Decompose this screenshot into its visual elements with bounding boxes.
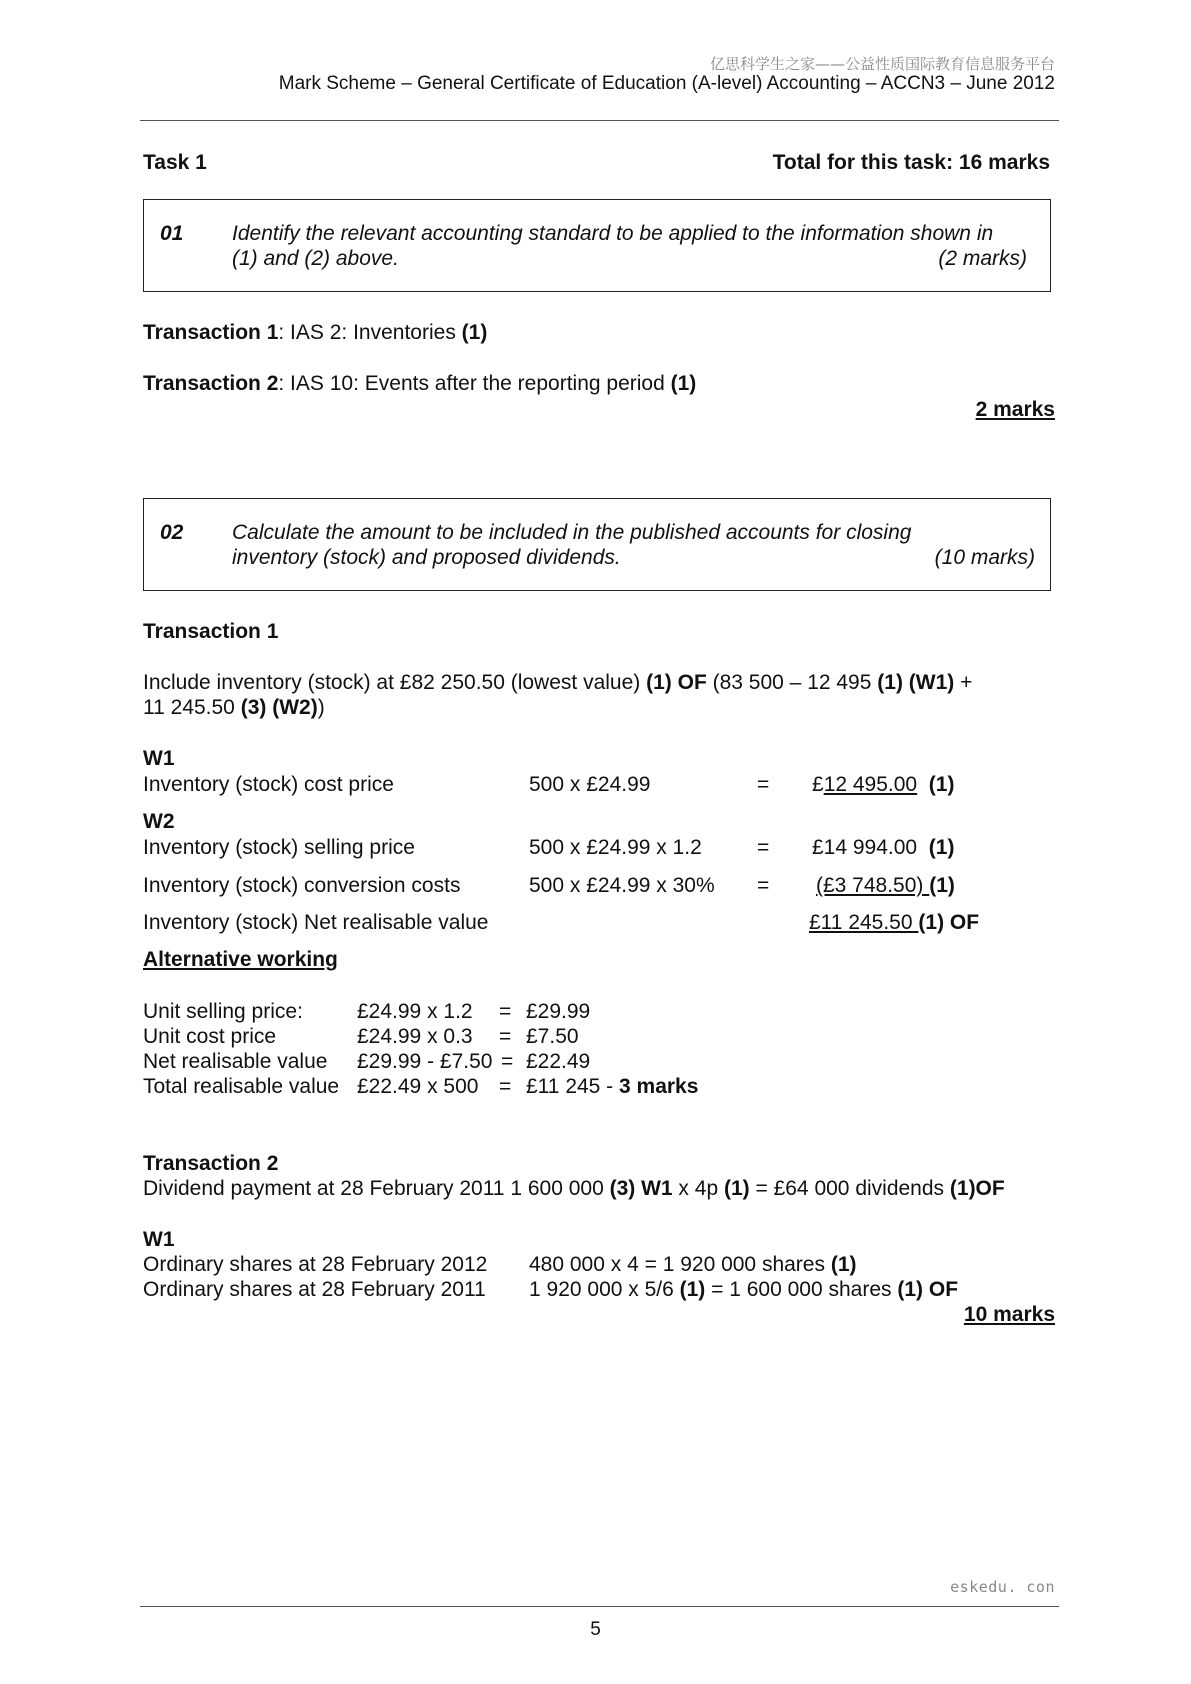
q02-total-marks: 10 marks [963, 1303, 1055, 1326]
value-mark: (1) [929, 874, 955, 897]
w2-row-1-equals: = [757, 836, 770, 859]
alt-row-3-equals: = [501, 1050, 514, 1073]
task-total: Total for this task: 16 marks [772, 151, 1050, 174]
w2-row-1-value [812, 835, 954, 861]
q01-answer-transaction-1 [143, 320, 487, 346]
question-02-line-1: Calculate the amount to be included in the published accounts for closing [232, 521, 912, 544]
question-02-marks: (10 marks) [934, 546, 1035, 569]
t2-w1-row-2-calc [529, 1277, 958, 1303]
value-amount: (£3 748.50) [816, 874, 930, 897]
alternative-working-heading: Alternative working [143, 948, 338, 971]
value-amount: £14 994.00 [812, 836, 918, 859]
line-text: x 4p [672, 1177, 724, 1200]
question-01-marks: (2 marks) [938, 247, 1027, 270]
calc-mark: (1) [679, 1278, 706, 1301]
w2-row-1-desc: Inventory (stock) selling price [143, 836, 415, 859]
calc-mark: (1) [830, 1253, 857, 1276]
task-label: Task 1 [143, 151, 207, 174]
value-mark: (1) [928, 836, 955, 859]
calc-text: 1 920 000 x 5/6 [529, 1278, 680, 1301]
alt-row-2-value: £7.50 [526, 1025, 579, 1048]
value-amount: £11 245 - [526, 1075, 620, 1098]
value-mark: (1) OF [918, 911, 980, 934]
q01-answer-transaction-2 [143, 371, 696, 397]
header-title: Mark Scheme – General Certificate of Education (A-level) Accounting – ACCN3 – June 2012 [278, 73, 1055, 94]
w2-row-1-calc: 500 x £24.99 x 1.2 [529, 836, 702, 859]
w2-row-2-equals: = [757, 874, 770, 897]
t2-w1-row-1-calc [529, 1252, 857, 1278]
alt-row-3-value: £22.49 [526, 1050, 591, 1073]
para-mark: (1) (W1) [877, 671, 955, 694]
value-mark: (1) [928, 773, 955, 796]
line-text: Dividend payment at 28 February 2011 1 600 000 [143, 1177, 610, 1200]
alt-row-2-calc: £24.99 x 0.3 [357, 1025, 473, 1048]
alt-row-4-equals: = [499, 1075, 512, 1098]
alt-row-2-label: Unit cost price [143, 1025, 277, 1048]
alt-row-4-calc: £22.49 x 500 [357, 1075, 479, 1098]
calc-text: 480 000 x 4 = 1 920 000 shares [529, 1253, 831, 1276]
footer-site: eskedu. con [950, 1578, 1055, 1596]
page-number: 5 [590, 1619, 601, 1640]
t2-w1-row-2-desc: Ordinary shares at 28 February 2011 [143, 1278, 486, 1301]
question-01-box [143, 199, 1051, 292]
w2-row-2-desc: Inventory (stock) conversion costs [143, 874, 461, 897]
alt-row-3-label: Net realisable value [143, 1050, 328, 1073]
transaction-1-mark: (1) [461, 321, 488, 344]
question-02-number: 02 [160, 521, 184, 544]
transaction-2-label: Transaction 2 [143, 372, 279, 395]
line-mark: (1) [723, 1177, 750, 1200]
w2-row-2-calc: 500 x £24.99 x 30% [529, 874, 715, 897]
w1-row-equals: = [757, 773, 770, 796]
calc-mark: (1) OF [897, 1278, 959, 1301]
footer-divider [140, 1606, 1059, 1607]
para-text: Include inventory (stock) at £82 250.50 (lowest value) [143, 671, 647, 694]
w2-label: W2 [143, 810, 175, 833]
value-mark: 3 marks [619, 1075, 699, 1098]
q02-transaction-2-line [143, 1176, 1005, 1202]
w2-row-3-desc: Inventory (stock) Net realisable value [143, 911, 489, 934]
line-mark: (1)OF [949, 1177, 1005, 1200]
w1-row-value [812, 772, 954, 798]
question-02-box [143, 498, 1051, 591]
transaction-1-text: : IAS 2: Inventories [278, 321, 462, 344]
value-amount: 12 495.00 [823, 773, 918, 796]
alt-row-1-value: £29.99 [526, 1000, 591, 1023]
transaction-1-label: Transaction 1 [143, 321, 279, 344]
value-amount: £11 245.50 [809, 911, 919, 934]
alt-row-3-calc: £29.99 - £7.50 [357, 1050, 493, 1073]
q02-transaction-1-heading: Transaction 1 [143, 620, 279, 643]
currency-symbol: £ [812, 773, 824, 796]
para-text: (83 500 – 12 495 [706, 671, 878, 694]
line-text: = £64 000 dividends [749, 1177, 950, 1200]
para-mark: (3) (W2) [240, 696, 318, 719]
para-text: 11 245.50 [143, 696, 241, 719]
header-divider [140, 120, 1059, 121]
q02-transaction-2-heading: Transaction 2 [143, 1152, 279, 1175]
question-01-number: 01 [160, 222, 184, 245]
header-site-name: 亿思科学生之家——公益性质国际教育信息服务平台 [709, 55, 1055, 73]
para-mark: (1) OF [646, 671, 707, 694]
question-02-line-2: inventory (stock) and proposed dividends. [232, 546, 621, 569]
alt-row-1-calc: £24.99 x 1.2 [357, 1000, 473, 1023]
question-01-line-1: Identify the relevant accounting standard to be applied to the information shown in [232, 222, 994, 245]
transaction-2-text: : IAS 10: Events after the reporting period [278, 372, 671, 395]
q02-transaction-1-para-line-1 [143, 670, 972, 696]
transaction-2-mark: (1) [670, 372, 697, 395]
w1-label: W1 [143, 747, 175, 770]
para-text: + [954, 671, 973, 694]
t2-w1-row-1-desc: Ordinary shares at 28 February 2012 [143, 1253, 488, 1276]
t2-w1-label: W1 [143, 1228, 175, 1251]
w2-row-2-value [816, 873, 955, 899]
alt-row-2-equals: = [499, 1025, 512, 1048]
para-text: ) [317, 696, 325, 719]
q02-transaction-1-para-line-2 [143, 695, 325, 721]
w2-row-3-value [809, 910, 979, 936]
alt-row-4-value [526, 1074, 698, 1100]
q01-total-marks: 2 marks [975, 398, 1055, 421]
w1-row-desc: Inventory (stock) cost price [143, 773, 394, 796]
line-mark: (3) W1 [609, 1177, 673, 1200]
alt-row-1-label: Unit selling price: [143, 1000, 303, 1023]
alt-row-4-label: Total realisable value [143, 1075, 340, 1098]
calc-text: = 1 600 000 shares [705, 1278, 898, 1301]
alt-row-1-equals: = [499, 1000, 512, 1023]
w1-row-calc: 500 x £24.99 [529, 773, 651, 796]
question-01-line-2: (1) and (2) above. [232, 247, 399, 270]
